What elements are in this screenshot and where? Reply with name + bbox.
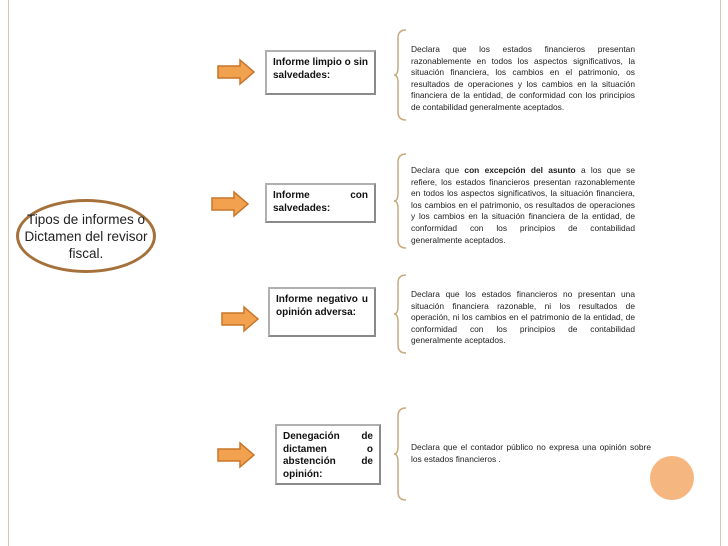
branch-title: Denegación de dictamen o abstención de opinión:: [283, 431, 373, 480]
branch-box-denegacion-dictamen: [275, 424, 381, 485]
arrow-right-icon: [216, 441, 256, 469]
arrow-right-icon: [220, 305, 260, 333]
branch-title: Informe limpio o sin salvedades:: [273, 57, 369, 81]
branch-description: [411, 165, 635, 246]
central-node-label: Tipos de informes o Dictamen del revisor fiscal.: [24, 211, 148, 261]
arrow-right-icon: [210, 190, 250, 218]
brace-icon: [392, 28, 408, 122]
branch-box-informe-salvedades: [265, 183, 376, 223]
branch-description-post: a los que se refiere, los estados financieros presentan razonablemente en todos los aspectos significativos, la situación financiera, los cambios en el patrimonio, os resultados de operaciones y los cambios en la situación financiera de la entidad, de conformidad con los principios de contabilidad generalmente aceptados.: [411, 165, 635, 245]
branch-description: Declara que el contador público no expresa una opinión sobre los estados financieros .: [411, 442, 651, 464]
branch-box-informe-limpio: [265, 50, 376, 95]
brace-icon: [392, 406, 408, 502]
branch-description-bold: con excepción del asunto: [464, 165, 576, 175]
branch-description: Declara que los estados financieros presentan razonablemente en todos los aspectos significativos, la situación financiera, los cambios en el patrimonio, os resultados de operaciones y los cambios en la situación financiera de la entidad, de conformidad con los principios de contabilidad generalmente aceptados.: [411, 44, 635, 112]
decorative-circle: [650, 456, 694, 500]
branch-title: Informe negativo u opinión adversa:: [276, 294, 368, 318]
margin-line-right: [720, 0, 721, 546]
branch-title: Informe con salvedades:: [273, 190, 368, 214]
branch-description-pre: Declara que: [411, 165, 465, 175]
brace-icon: [392, 273, 408, 355]
arrow-right-icon: [216, 58, 256, 86]
central-node: [16, 199, 156, 273]
branch-description: Declara que los estados financieros no presentan una situación financiera razonable, ni los resultados de operación, ni los cambios en el patrimonio de la entidad, de conformidad con los principios de contabilidad generalmente aceptados.: [411, 289, 635, 346]
margin-line-left: [8, 0, 9, 546]
brace-icon: [392, 152, 408, 250]
branch-box-opinion-adversa: [268, 287, 376, 337]
